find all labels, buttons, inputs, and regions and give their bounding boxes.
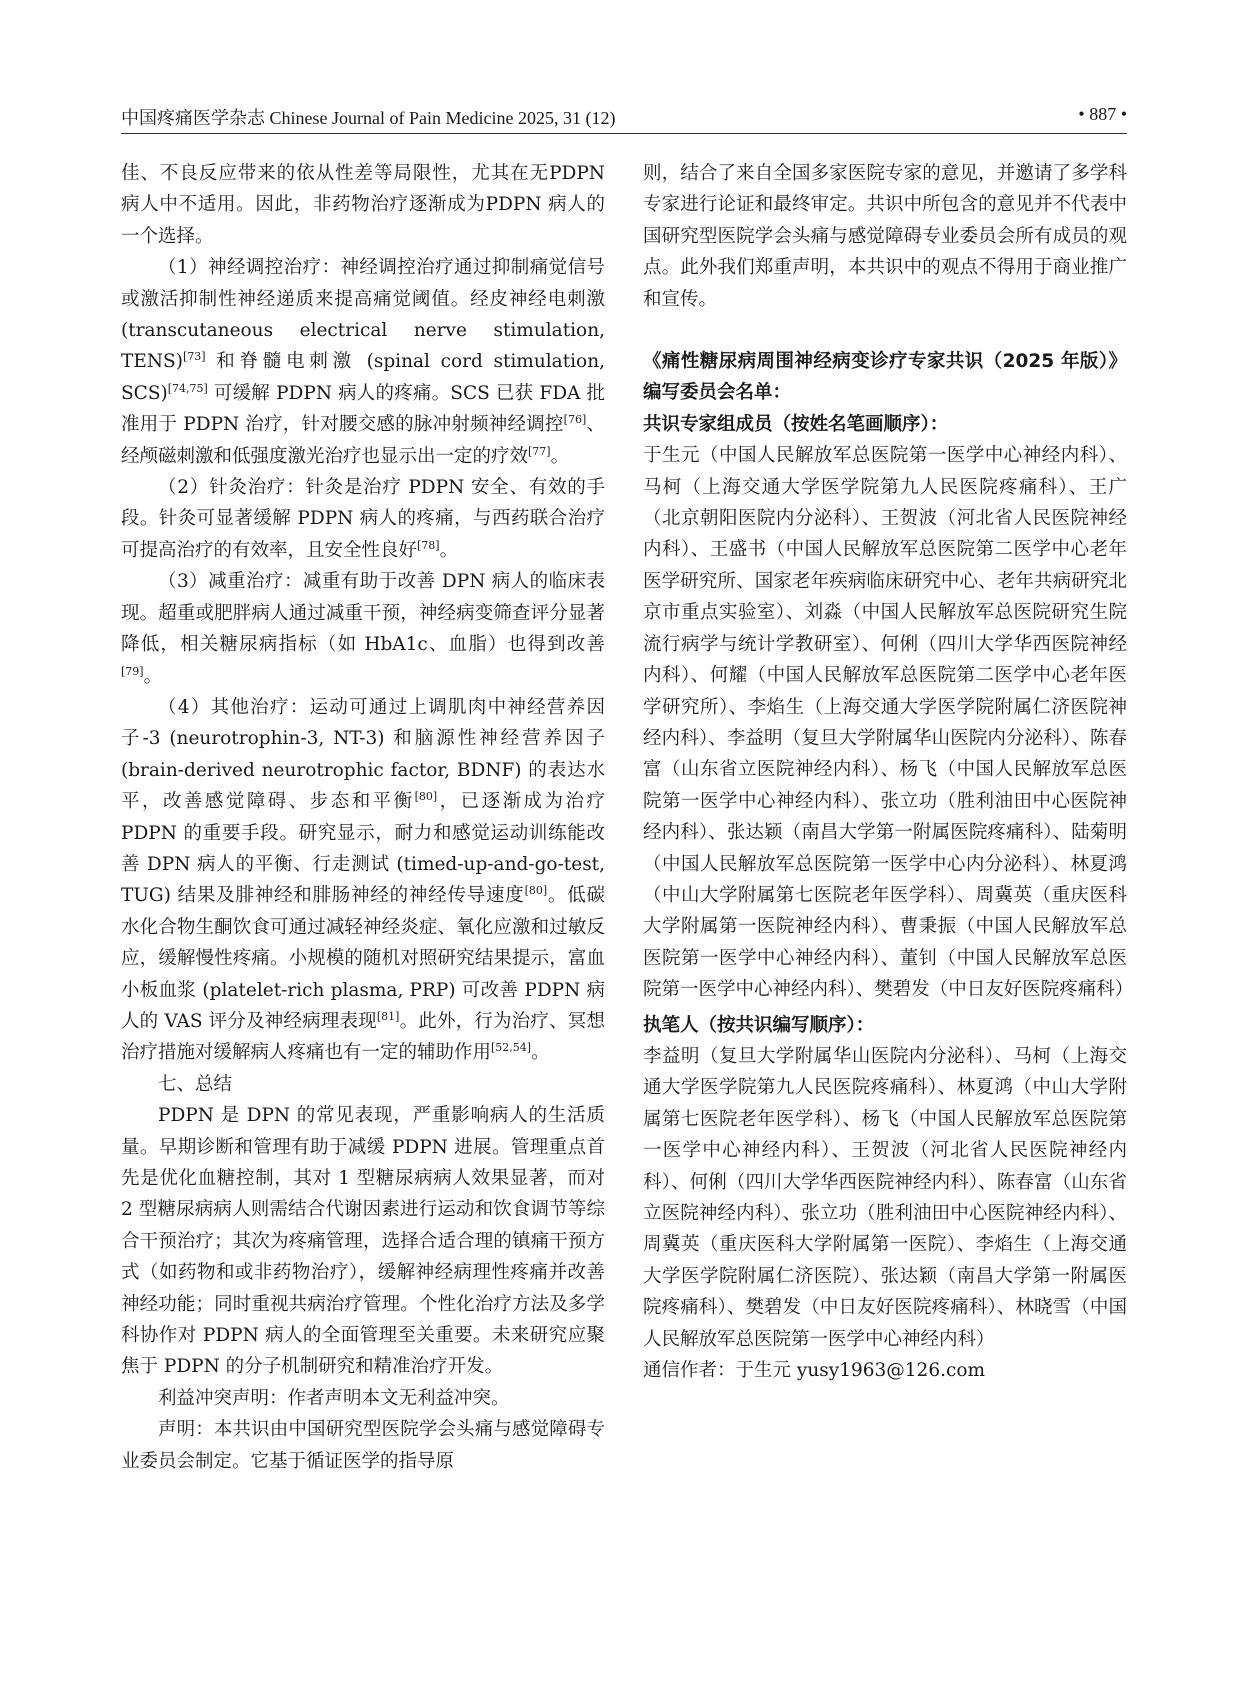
paragraph-summary: PDPN 是 DPN 的常见表现，严重影响病人的生活质量。早期诊断和管理有助于减缓 PDPN 进展。管理重点首先是优化血糖控制，其对 1 型糖尿病病人效果显著，而对 2 型糖尿病病人则需结合代谢因素进行运动和饮食调节等综合干预治疗；其次为疼痛管理，选择合适合理的镇痛干预方式（如药物和或非药物治疗），缓解神经病理性疼痛并改善神经功能；同时重视共病治疗管理。个性化治疗方法及多学科协作对 PDPN 病人的全面管理至关重要。未来研究应聚焦于 PDPN 的分子机制研究和精准治疗开发。: [121, 1105, 605, 1378]
right-column: [643, 158, 1134, 1386]
writers-heading: 执笔人（按共识编写顺序）：: [643, 1014, 875, 1036]
conflict-of-interest: 利益冲突声明：作者声明本文无利益冲突。: [158, 1387, 510, 1409]
paragraph-neuromodulation: （1）神经调控治疗：神经调控治疗通过抑制痛觉信号或激活抑制性神经递质来提高痛觉阈值。经皮神经电刺激 (transcutaneous electrical nerve stimulation, TENS)[73] 和脊髓电刺激 (spinal cord stimulation, SCS)[74,75] 可缓解 PDPN 病人的疼痛。SCS 已获 FDA 批准用于 PDPN 治疗，针对腰交感的脉冲射频神经调控[76]、经颅磁刺激和低强度激光治疗也显示出一定的疗效[77]。: [121, 257, 605, 467]
paragraph-other-therapy: （4）其他治疗：运动可通过上调肌肉中神经营养因子-3 (neurotrophin-3, NT-3) 和脑源性神经营养因子 (brain-derived neurotrophic factor, BDNF) 的表达水平，改善感觉障碍、步态和平衡[80]，已逐渐成为治疗 PDPN 的重要手段。研究显示，耐力和感觉运动训练能改善 DPN 病人的平衡、行走测试 (timed-up-and-go-test, TUG) 结果及腓神经和腓肠神经的神经传导速度[80]。低碳水化合物生酮饮食可通过减轻神经炎症、氧化应激和过敏反应，缓解慢性疼痛。小规模的随机对照研究结果提示，富血小板血浆 (platelet-rich plasma, PRP) 可改善 PDPN 病人的 VAS 评分及神经病理表现[81]。此外，行为治疗、冥想治疗措施对缓解病人疼痛也有一定的辅助作用[52,54]。: [121, 696, 605, 1064]
left-column: [121, 158, 605, 1477]
journal-citation: 中国疼痛医学杂志 Chinese Journal of Pain Medicine 2025, 31 (12): [121, 108, 616, 128]
citation[interactable]: [78]: [417, 538, 440, 552]
citation[interactable]: [73]: [182, 350, 206, 364]
statement-start: 声明：本共识由中国研究型医院学会头痛与感觉障碍专业委员会制定。它基于循证医学的指导原: [121, 1419, 605, 1472]
paragraph-intro: 佳、不良反应带来的依从性差等局限性，尤其在无PDPN 病人中不适用。因此，非药物治疗逐渐成为PDPN 病人的一个选择。: [121, 163, 605, 247]
correspondence-author[interactable]: 通信作者：于生元 yusy1963@126.com: [643, 1360, 986, 1382]
citation[interactable]: [77]: [528, 444, 551, 458]
header-rule: [121, 133, 1127, 134]
paragraph-weight-loss: （3）减重治疗：减重有助于改善 DPN 病人的临床表现。超重或肥胖病人通过减重干预，神经病变筛查评分显著降低，相关糖尿病指标（如 HbA1c、血脂）也得到改善[79]。: [121, 571, 605, 687]
citation[interactable]: [74,75]: [167, 381, 208, 395]
statement-end: 则，结合了来自全国多家医院专家的意见，并邀请了多学科专家进行论证和最终审定。共识中所包含的意见并不代表中国研究型医院学会头痛与感觉障碍专业委员会所有成员的观点。此外我们郑重声明，本共识中的观点不得用于商业推广和宣传。: [643, 163, 1127, 310]
paragraph-acupuncture: （2）针灸治疗：针灸是治疗 PDPN 安全、有效的手段。针灸可显著缓解 PDPN 病人的疼痛，与西药联合治疗可提高治疗的有效率，且安全性良好[78]。: [121, 477, 605, 561]
experts-heading: 共识专家组成员（按姓名笔画顺序）：: [643, 413, 949, 435]
citation[interactable]: [81]: [376, 1009, 400, 1023]
experts-list: 于生元（中国人民解放军总医院第一医学中心神经内科）、马柯（上海交通大学医学院第九人民医院疼痛科）、王广（北京朝阳医院内分泌科）、王贺波（河北省人民医院神经内科）、王盛书（中国人民解放军总医院第二医学中心老年医学研究所、国家老年疾病临床研究中心、老年共病研究北京市重点实验室）、刘淼（中国人民解放军总医院研究生院流行病学与统计学教研室）、何俐（四川大学华西医院神经内科）、何耀（中国人民解放军总医院第二医学中心老年医学研究所）、李焰生（上海交通大学医学院附属仁济医院神经内科）、李益明（复旦大学附属华山医院内分泌科）、陈春富（山东省立医院神经内科）、杨飞（中国人民解放军总医院第一医学中心神经内科）、张立功（胜利油田中心医院神经内科）、张达颖（南昌大学第一附属医院疼痛科）、陆菊明（中国人民解放军总医院第一医学中心内分泌科）、林夏鸿（中山大学附属第七医院老年医学科）、周冀英（重庆医科大学附属第一医院神经内科）、曹秉振（中国人民解放军总医院第一医学中心神经内科）、董钊（中国人民解放军总医院第一医学中心神经内科）、樊碧发（中日友好医院疼痛科）: [643, 445, 1134, 1001]
citation[interactable]: [80]: [524, 884, 548, 898]
citation[interactable]: [80]: [414, 790, 438, 804]
section-heading-summary: 七、总结: [158, 1073, 233, 1095]
writers-list: 李益明（复旦大学附属华山医院内分泌科）、马柯（上海交通大学医学院第九人民医院疼痛科）、林夏鸿（中山大学附属第七医院老年医学科）、杨飞（中国人民解放军总医院第一医学中心神经内科）、王贺波（河北省人民医院神经内科）、何俐（四川大学华西医院神经内科）、陈春富（山东省立医院神经内科）、张立功（胜利油田中心医院神经内科）、周冀英（重庆医科大学附属第一医院）、李焰生（上海交通大学医学院附属仁济医院）、张达颖（南昌大学第一附属医院疼痛科）、樊碧发（中日友好医院疼痛科）、林晓雪（中国人民解放军总医院第一医学中心神经内科）: [643, 1045, 1127, 1350]
committee-title: 《痛性糖尿病周围神经病变诊疗专家共识（2025 年版）》编写委员会名单：: [643, 351, 1127, 404]
citation[interactable]: [52,54]: [491, 1041, 532, 1055]
running-header: [121, 100, 1127, 128]
page-number: • 887 •: [1078, 104, 1127, 124]
citation[interactable]: [79]: [121, 664, 144, 678]
citation[interactable]: [76]: [563, 413, 587, 427]
